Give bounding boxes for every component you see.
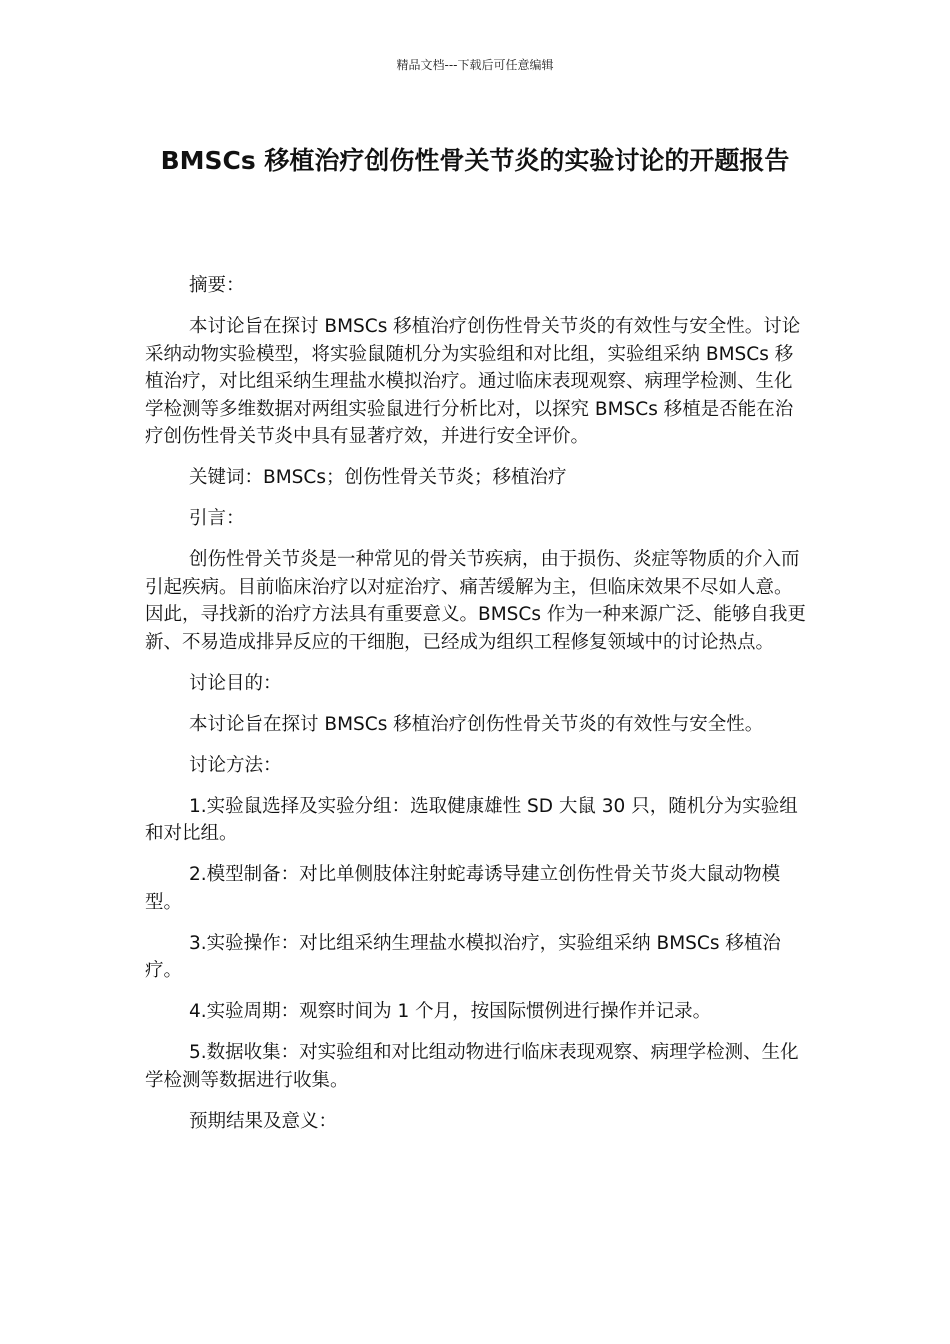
expected-results-heading: 预期结果及意义： <box>189 1110 338 1132</box>
keywords-line: 关键词：BMSCs；创伤性骨关节炎；移植治疗 <box>189 467 567 488</box>
method-item-3: 3.实验操作：对比组采纳生理盐水模拟治疗，实验组采纳 BMSCs 移植治疗。 <box>145 932 781 981</box>
method-item-4: 4.实验周期：观察时间为 1 个月，按国际惯例进行操作并记录。 <box>189 1001 712 1022</box>
introduction-paragraph: 创伤性骨关节炎是一种常见的骨关节疾病，由于损伤、炎症等物质的介入而引起疾病。目前临床治疗以对症治疗、痛苦缓解为主，但临床效果不尽如人意。因此，寻找新的治疗方法具有重要意义。BMSCs 作为一种来源广泛、能够自我更新、不易造成排异反应的干细胞，已经成为组织工程修复领域中的讨论热点。 <box>145 549 806 653</box>
method-item-1: 1.实验鼠选择及实验分组：选取健康雄性 SD 大鼠 30 只，随机分为实验组和对比组。 <box>145 795 798 844</box>
methods-heading: 讨论方法： <box>189 754 282 776</box>
purpose-paragraph: 本讨论旨在探讨 BMSCs 移植治疗创伤性骨关节炎的有效性与安全性。 <box>189 713 764 735</box>
header-note: 精品文档---下载后可任意编辑 <box>396 58 554 72</box>
document-title: BMSCs 移植治疗创伤性骨关节炎的实验讨论的开题报告 <box>160 146 790 175</box>
method-item-2: 2.模型制备：对比单侧肢体注射蛇毒诱导建立创伤性骨关节炎大鼠动物模型。 <box>145 864 781 913</box>
abstract-heading: 摘要： <box>189 275 245 296</box>
purpose-heading: 讨论目的： <box>189 672 282 694</box>
introduction-heading: 引言： <box>189 508 245 529</box>
abstract-paragraph: 本讨论旨在探讨 BMSCs 移植治疗创伤性骨关节炎的有效性与安全性。讨论采纳动物实验模型，将实验鼠随机分为实验组和对比组，实验组采纳 BMSCs 移植治疗，对比组采纳生理盐水模拟治疗。通过临床表现观察、病理学检测、生化学检测等多维数据对两组实验鼠进行分析比对，以探究 BMSCs 移植是否能在治疗创伤性骨关节炎中具有显著疗效，并进行安全评价。 <box>145 316 801 447</box>
method-item-5: 5.数据收集：对实验组和对比组动物进行临床表现观察、病理学检测、生化学检测等数据进行收集。 <box>145 1042 799 1091</box>
document-body <box>145 272 810 1149</box>
